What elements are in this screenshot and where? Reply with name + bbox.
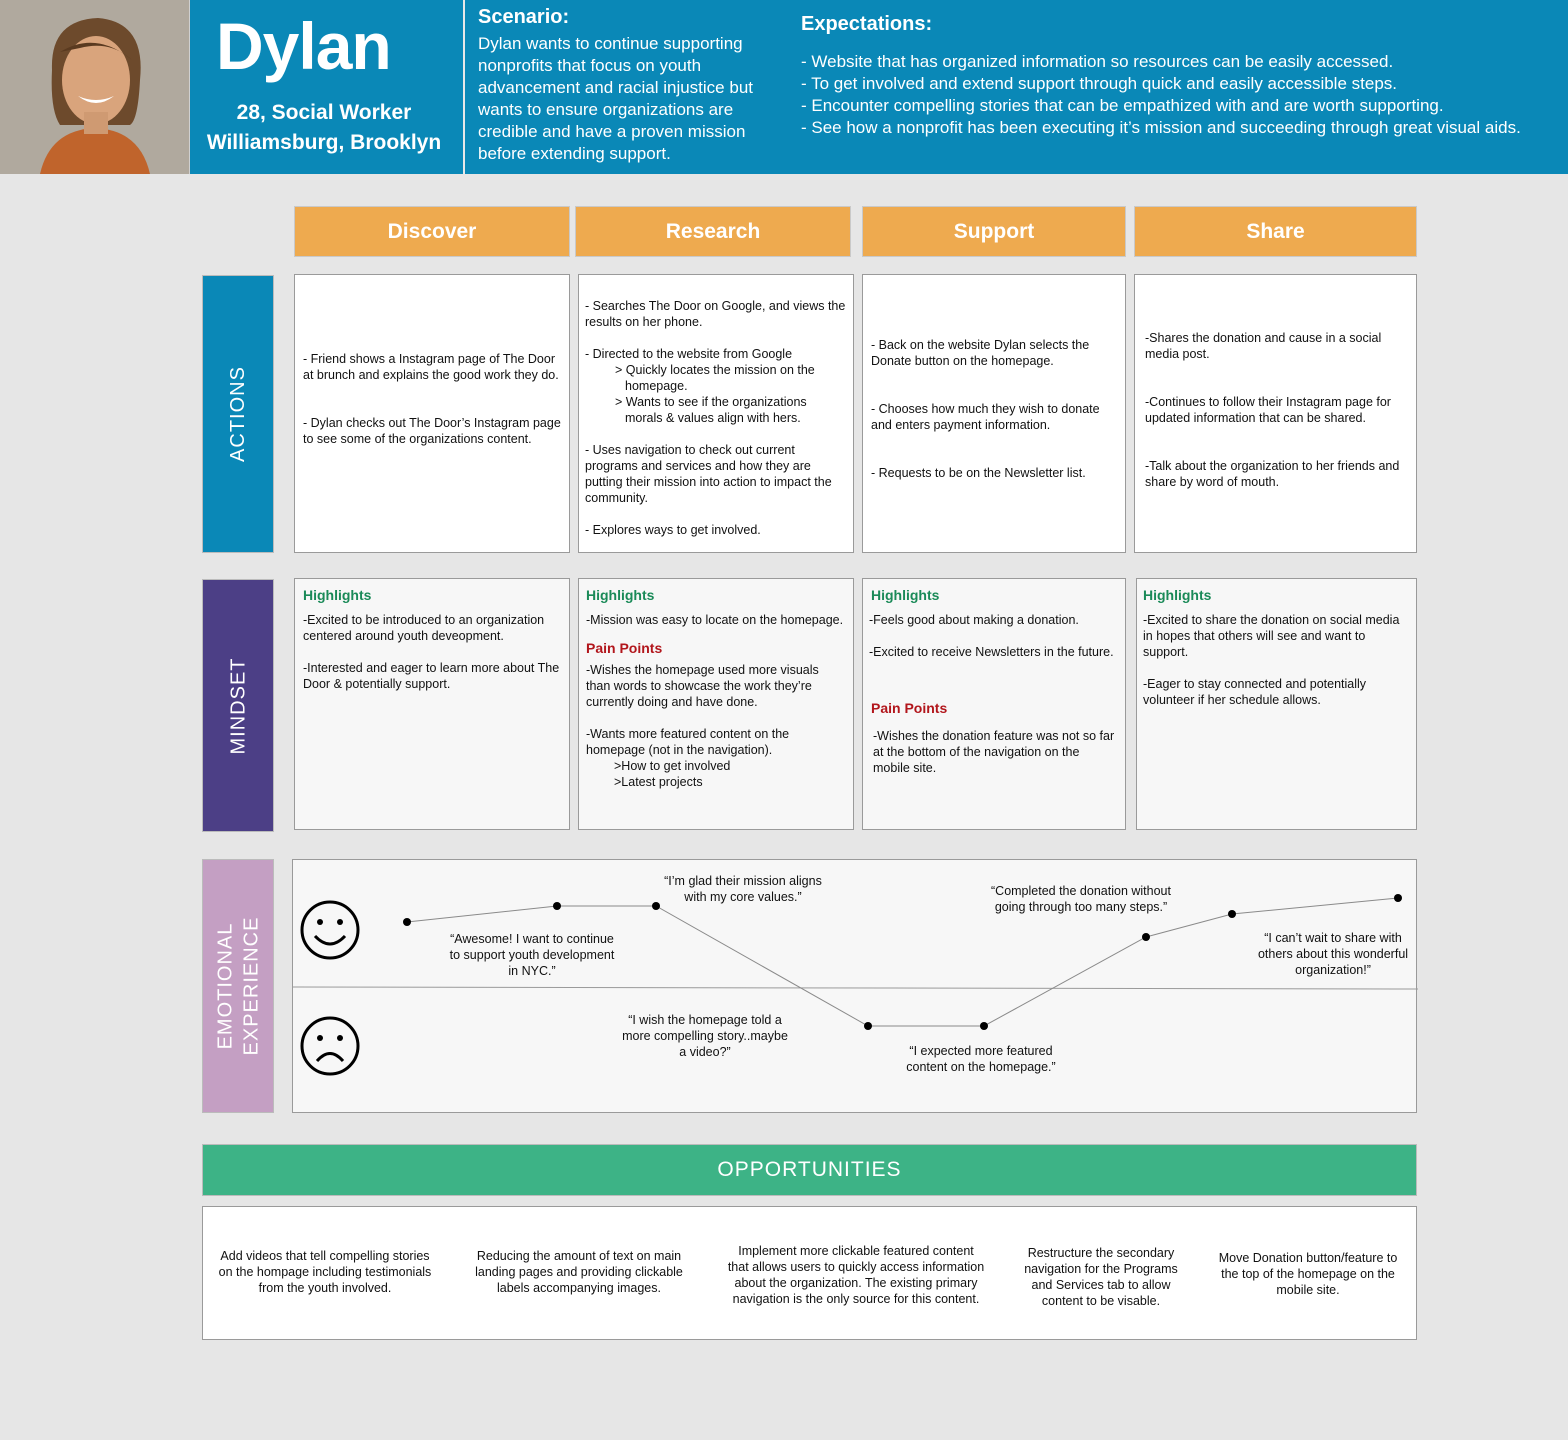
journey-point-happy [553,902,561,910]
mindset-text: -Mission was easy to locate on the homepage. [586,613,844,627]
action-subtext: > Quickly locates the mission on the homepage. [615,363,815,393]
mindset-text: -Wants more featured content on the homepage (not in the navigation). [586,727,790,757]
persona-bio [196,98,452,158]
journey-point-happy [403,918,411,926]
emotional-label-line2: EXPERIENCE [240,916,262,1056]
action-text: - Explores ways to get involved. [585,523,761,537]
emotional-label-line1: EMOTIONAL [214,922,236,1050]
actions-discover-card [294,274,570,553]
highlights-heading: Highlights [1143,587,1212,603]
sad-face-icon [302,1018,358,1074]
mindset-text: -Excited to receive Newsletters in the future. [869,645,1114,659]
action-text: - Chooses how much they wish to donate and enters payment information. [871,402,1100,432]
pain-points-heading: Pain Points [871,700,948,716]
header-divider [463,0,465,174]
persona-location: Williamsburg, Brooklyn [206,131,442,154]
journey-point-happy [1228,910,1236,918]
scenario-title: Scenario: [478,6,570,28]
mindset-text: -Excited to be introduced to an organization centered around youth deveopment. [303,613,545,643]
mindset-subtext: >Latest projects [614,775,703,789]
opportunity-item: Move Donation button/feature to the top of the homepage on the mobile site. [1218,1251,1398,1297]
mindset-text: -Feels good about making a donation. [869,613,1079,627]
highlights-heading: Highlights [871,587,940,603]
emotion-graph [293,860,1418,1114]
emotional-row-label [202,859,274,1113]
phase-share: Share [1134,206,1417,257]
actions-label-text: ACTIONS [227,366,249,462]
mindset-support-card [862,578,1126,830]
persona-name: Dylan [216,9,391,83]
mindset-share-card [1136,578,1417,830]
action-text: -Shares the donation and cause in a social media post. [1145,331,1382,361]
mindset-text: -Wishes the donation feature was not so far at the bottom of the navigation on the mobile site. [873,729,1115,775]
actions-row-label [202,275,274,553]
journey-point-sad [864,1022,872,1030]
emotional-experience-chart [292,859,1417,1113]
journey-point-sad [980,1022,988,1030]
quote-wish: “I wish the homepage told a more compelling story..maybe a video?” [622,1013,788,1059]
journey-point-happy [1394,894,1402,902]
expectations-title: Expectations: [801,13,933,35]
action-text: -Continues to follow their Instagram page for updated information that can be shared. [1145,395,1391,425]
expectation-item: - See how a nonprofit has been executing it’s mission and succeeding through great visual aids. [801,118,1521,137]
phase-discover: Discover [294,206,570,257]
opportunities-title: OPPORTUNITIES [202,1144,1417,1196]
opportunity-item: Add videos that tell compelling stories on the hompage including testimonials from the youth involved. [218,1249,432,1295]
quote-awesome: “Awesome! I want to continue to support youth development in NYC.” [449,932,615,978]
pain-points-heading: Pain Points [586,640,663,656]
phase-support: Support [862,206,1126,257]
journey-point-happy [652,902,660,910]
action-text: - Requests to be on the Newsletter list. [871,466,1086,480]
actions-research-card [578,274,854,553]
action-text: - Uses navigation to check out current programs and services and how they are putting their mission into action to impact the community. [585,443,832,505]
highlights-heading: Highlights [303,587,372,603]
persona-age-occupation: 28, Social Worker [236,101,412,124]
scenario-body: Dylan wants to continue supporting nonprofits that focus on youth advancement and racial injustice but wants to ensure organizations are credible and have a proven mission before extending support. [478,34,753,163]
expectations-list [801,51,1521,139]
quote-completed: “Completed the donation without going through too many steps.” [991,884,1171,914]
neutral-divider-line [293,987,1418,989]
mindset-text: -Eager to stay connected and potentially volunteer if her schedule allows. [1143,677,1367,707]
mindset-text: -Wishes the homepage used more visuals than words to showcase the work they’re currently doing and have done. [586,663,819,709]
opportunity-item: Reducing the amount of text on main landing pages and providing clickable labels accompanying images. [475,1249,683,1295]
actions-support-card [862,274,1126,553]
mindset-discover-card [294,578,570,830]
persona-photo [0,0,190,174]
quote-glad: “I’m glad their mission aligns with my core values.” [664,874,822,904]
action-subtext: > Wants to see if the organizations morals & values align with hers. [615,395,807,425]
mindset-subtext: >How to get involved [614,759,731,773]
action-text: - Directed to the website from Google [585,347,793,361]
mindset-row-label [202,579,274,832]
actions-share-card [1134,274,1417,553]
quote-expected: “I expected more featured content on the homepage.” [906,1044,1056,1074]
action-text: - Dylan checks out The Door’s Instagram page to see some of the organizations content. [303,416,561,446]
expectation-item: - To get involved and extend support through quick and easily accessible steps. [801,74,1397,93]
happy-face-icon [302,902,358,958]
mindset-label-text: MINDSET [227,657,249,754]
action-text: -Talk about the organization to her friends and share by word of mouth. [1145,459,1400,489]
opportunity-item: Restructure the secondary navigation for the Programs and Services tab to allow content to be visable. [1024,1246,1178,1308]
emotional-label-text [212,917,264,1056]
highlights-heading: Highlights [586,587,655,603]
action-text: - Back on the website Dylan selects the Donate button on the homepage. [871,338,1090,368]
opportunities-box [202,1206,1417,1340]
persona-header [0,0,1568,174]
mindset-text: -Interested and eager to learn more about The Door & potentially support. [303,661,560,691]
action-text: - Friend shows a Instagram page of The Door at brunch and explains the good work they do. [303,352,559,382]
phase-research: Research [575,206,851,257]
action-text: - Searches The Door on Google, and views the results on her phone. [585,299,846,329]
expectation-item: - Encounter compelling stories that can be empathized with and are worth supporting. [801,96,1444,115]
quote-cantwait: “I can’t wait to share with others about this wonderful organization!” [1257,931,1409,977]
mindset-text: -Excited to share the donation on social media in hopes that others will see and want to support. [1143,613,1400,659]
opportunity-item: Implement more clickable featured content that allows users to quickly access information about the organization. The existing primary navigation is the only source for this content. [727,1244,985,1306]
expectation-item: - Website that has organized information so resources can be easily accessed. [801,52,1394,71]
journey-point-happy [1142,933,1150,941]
mindset-research-card [578,578,854,830]
